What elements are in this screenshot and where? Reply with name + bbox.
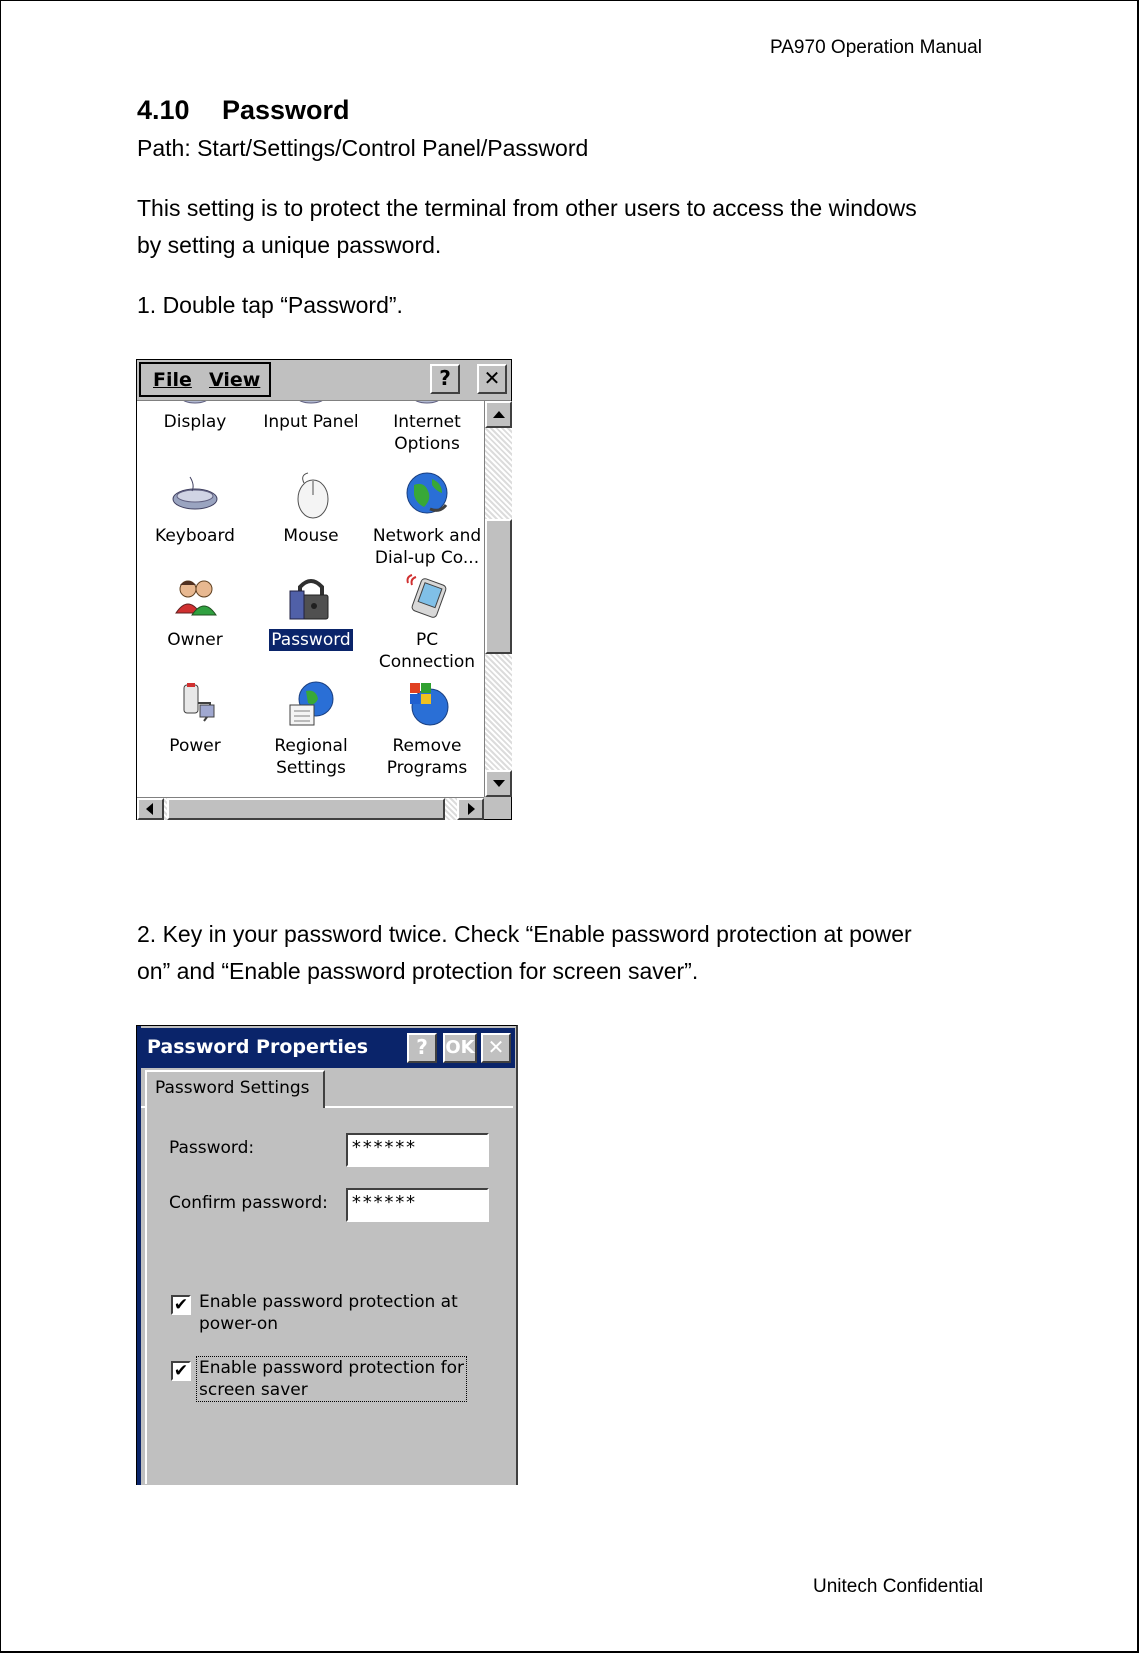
step-1-text: 1. Double tap “Password”. (137, 292, 403, 318)
mouse-icon (286, 469, 336, 519)
item-label: Owner (167, 630, 223, 650)
item-regional-settings[interactable] (253, 679, 369, 779)
title-bar (141, 1028, 515, 1068)
section-name: Password (222, 95, 350, 125)
horizontal-scroll-thumb[interactable] (167, 798, 445, 820)
intro-line-2: by setting a unique password. (137, 232, 442, 258)
confirm-password-label: Confirm password: (169, 1193, 328, 1213)
step-2-line-2: on” and “Enable password protection for screen saver”. (137, 958, 699, 984)
menu-group (139, 362, 271, 397)
page-footer: Unitech Confidential (813, 1576, 984, 1597)
window-left-edge (137, 1026, 141, 1485)
power-icon (170, 679, 220, 729)
remove-programs-icon (402, 679, 452, 729)
menu-view-label: View (209, 369, 261, 391)
power-on-label-line-2: power-on (199, 1314, 279, 1334)
arrow-right-icon (468, 803, 475, 815)
item-display[interactable] (137, 401, 253, 433)
item-pc-connection[interactable] (369, 573, 484, 673)
item-label-2: Dial-up Co... (374, 548, 480, 568)
arrow-down-icon (493, 780, 505, 787)
item-label: PC (415, 630, 439, 650)
help-button[interactable]: ? (430, 364, 460, 394)
item-label: Input Panel (263, 412, 359, 432)
intro-line-1: This setting is to protect the terminal from other users to access the windows (137, 195, 917, 221)
arrow-left-icon (146, 803, 153, 815)
settings-panel (145, 1108, 513, 1484)
regional-globe-icon (286, 679, 336, 729)
item-label: Internet (393, 412, 461, 432)
power-on-checkbox-label[interactable] (199, 1291, 458, 1335)
owner-icon (170, 573, 220, 623)
screen-saver-label-line-2: screen saver (199, 1380, 308, 1400)
help-button[interactable]: ? (407, 1033, 437, 1063)
section-title (137, 95, 350, 126)
globe-network-icon (402, 469, 452, 519)
pc-connection-icon (402, 573, 452, 623)
item-label-2: Options (394, 434, 460, 454)
menu-view[interactable] (209, 369, 260, 391)
tab-password-settings[interactable]: Password Settings (145, 1070, 325, 1108)
close-button[interactable]: ✕ (481, 1033, 511, 1063)
icon-grid (137, 401, 484, 797)
close-button[interactable]: ✕ (477, 364, 507, 394)
control-panel-screenshot (136, 359, 512, 820)
power-on-checkbox[interactable]: ✔ (171, 1295, 191, 1315)
scroll-corner (484, 797, 511, 819)
path-text: Path: Start/Settings/Control Panel/Password (137, 135, 589, 161)
horizontal-scrollbar[interactable] (137, 797, 484, 820)
scroll-down-button[interactable] (485, 770, 512, 797)
item-internet-options[interactable] (369, 401, 484, 455)
item-label: Mouse (283, 526, 339, 546)
item-label: Network and (372, 526, 482, 546)
keyboard-icon (170, 469, 220, 519)
item-label: Power (169, 736, 221, 756)
item-label-2: Settings (276, 758, 346, 778)
item-input-panel[interactable] (253, 401, 369, 433)
item-label: Regional (274, 736, 348, 756)
scroll-right-button[interactable] (457, 798, 484, 820)
menu-file[interactable] (153, 369, 192, 391)
item-remove-programs[interactable] (369, 679, 484, 779)
internet-options-icon (402, 401, 452, 409)
item-label: Keyboard (155, 526, 235, 546)
item-label: Display (163, 412, 227, 432)
scroll-left-button[interactable] (137, 798, 164, 820)
section-number: 4.10 (137, 95, 190, 125)
page-header: PA970 Operation Manual (770, 37, 982, 58)
item-label: Remove (392, 736, 462, 756)
item-label-selected: Password (271, 630, 351, 650)
ok-button[interactable]: OK (443, 1033, 477, 1063)
password-field[interactable]: ****** (346, 1133, 489, 1167)
window-title: Password Properties (147, 1036, 369, 1058)
menu-file-label: File (153, 369, 192, 391)
password-label: Password: (169, 1138, 255, 1158)
password-properties-screenshot (136, 1025, 518, 1485)
item-mouse[interactable] (253, 469, 369, 547)
scroll-up-button[interactable] (485, 401, 512, 428)
menu-bar (137, 360, 511, 401)
item-power[interactable] (137, 679, 253, 757)
item-label-2: Connection (378, 652, 476, 672)
screen-saver-label-line-1: Enable password protection for (199, 1358, 465, 1378)
arrow-up-icon (493, 411, 505, 418)
confirm-password-field[interactable]: ****** (346, 1188, 489, 1222)
vertical-scroll-thumb[interactable] (485, 519, 512, 654)
vertical-scrollbar[interactable] (484, 401, 512, 797)
power-on-label-line-1: Enable password protection at (199, 1292, 458, 1312)
input-panel-icon (286, 401, 336, 409)
item-label-2: Programs (386, 758, 468, 778)
password-lock-icon (286, 573, 336, 623)
step-2-line-1: 2. Key in your password twice. Check “Enable password protection at power (137, 921, 912, 947)
screen-saver-checkbox-label[interactable] (197, 1357, 466, 1401)
item-network[interactable] (369, 469, 484, 569)
item-password[interactable] (253, 573, 369, 651)
display-icon (170, 401, 220, 409)
screen-saver-checkbox[interactable]: ✔ (171, 1361, 191, 1381)
item-keyboard[interactable] (137, 469, 253, 547)
item-owner[interactable] (137, 573, 253, 651)
